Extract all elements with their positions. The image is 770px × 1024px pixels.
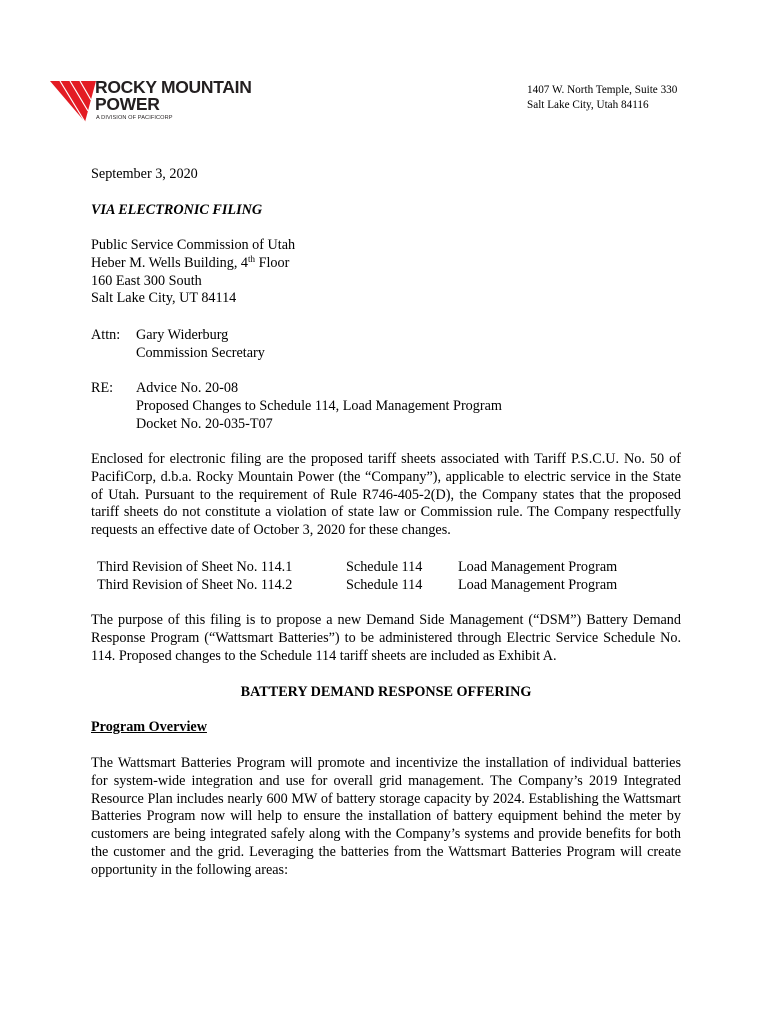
recipient-line3: 160 East 300 South	[91, 272, 202, 289]
section-heading: BATTERY DEMAND RESPONSE OFFERING	[240, 684, 532, 700]
address-line2: Salt Lake City, Utah 84116	[527, 98, 649, 111]
logo-name-line2: POWER	[95, 94, 160, 114]
purpose-paragraph: The purpose of this filing is to propose a new Demand Side Management (“DSM”) Battery Demand Response Program (“Wattsmart Batteries”) to be administered through Electric Service Schedule No. 114. Proposed changes to the Schedule 114 tariff sheets are included as Exhibit A.	[91, 612, 681, 664]
company-logo	[50, 78, 300, 126]
sheet-program: Load Management Program	[458, 576, 618, 593]
recipient-line2-end: Floor	[255, 254, 290, 271]
re-label: RE:	[91, 380, 114, 396]
logo-triangle-icon	[50, 78, 98, 124]
recipient-line2-sup: th	[248, 253, 256, 264]
re-subject: Proposed Changes to Schedule 114, Load Management Program	[136, 397, 502, 414]
sheet-name: Third Revision of Sheet No. 114.1	[97, 559, 293, 575]
attn-title: Commission Secretary	[136, 344, 265, 361]
recipient-address	[91, 237, 295, 308]
subheading: Program Overview	[91, 719, 207, 735]
attn-label: Attn:	[91, 327, 121, 343]
re-docket: Docket No. 20-035-T07	[136, 415, 273, 432]
address-line1: 1407 W. North Temple, Suite 330	[527, 84, 678, 96]
letter-date: September 3, 2020	[91, 166, 198, 182]
overview-paragraph: The Wattsmart Batteries Program will promote and incentivize the installation of individual batteries for system-wide integration and use for overall grid management. The Company’s 2019 Integrated Resource Plan includes nearly 600 MW of battery storage capacity by 2024. Establishing the Wattsmart Batteries Program now will help to ensure the installation of battery equipment behind the meter by customers are being integrated safely along with the Company’s systems and provide benefits for both the customer and the grid. Leveraging the batteries from the Wattsmart Batteries Program will create opportunity in the following areas:	[91, 755, 681, 878]
sheet-schedule: Schedule 114	[346, 559, 423, 575]
recipient-line2-main: Heber M. Wells Building, 4	[91, 254, 249, 271]
sheet-schedule: Schedule 114	[346, 576, 423, 593]
re-advice: Advice No. 20-08	[136, 380, 239, 396]
company-address	[527, 83, 677, 112]
delivery-method: VIA ELECTRONIC FILING	[91, 202, 263, 218]
logo-tagline: A DIVISION OF PACIFICORP	[96, 115, 173, 121]
logo-name-line1: ROCKY MOUNTAIN	[95, 77, 252, 97]
recipient-line1: Public Service Commission of Utah	[91, 237, 296, 253]
enclosed-paragraph: Enclosed for electronic filing are the proposed tariff sheets associated with Tariff P.S.C.U. No. 50 of PacifiCorp, d.b.a. Rocky Mountain Power (the “Company”), applicable to electric service in the State of Utah. Pursuant to the requirement of Rule R746-405-2(D), the Company states that the proposed tariff sheets do not constitute a violation of state law or Commission rule. The Company respectfully requests an effective date of October 3, 2020 for these changes.	[91, 451, 681, 539]
recipient-line4: Salt Lake City, UT 84114	[91, 290, 237, 307]
attn-name: Gary Widerburg	[136, 327, 229, 343]
sheet-name: Third Revision of Sheet No. 114.2	[97, 576, 293, 593]
recipient-line2	[91, 255, 295, 273]
sheet-program: Load Management Program	[458, 559, 618, 575]
